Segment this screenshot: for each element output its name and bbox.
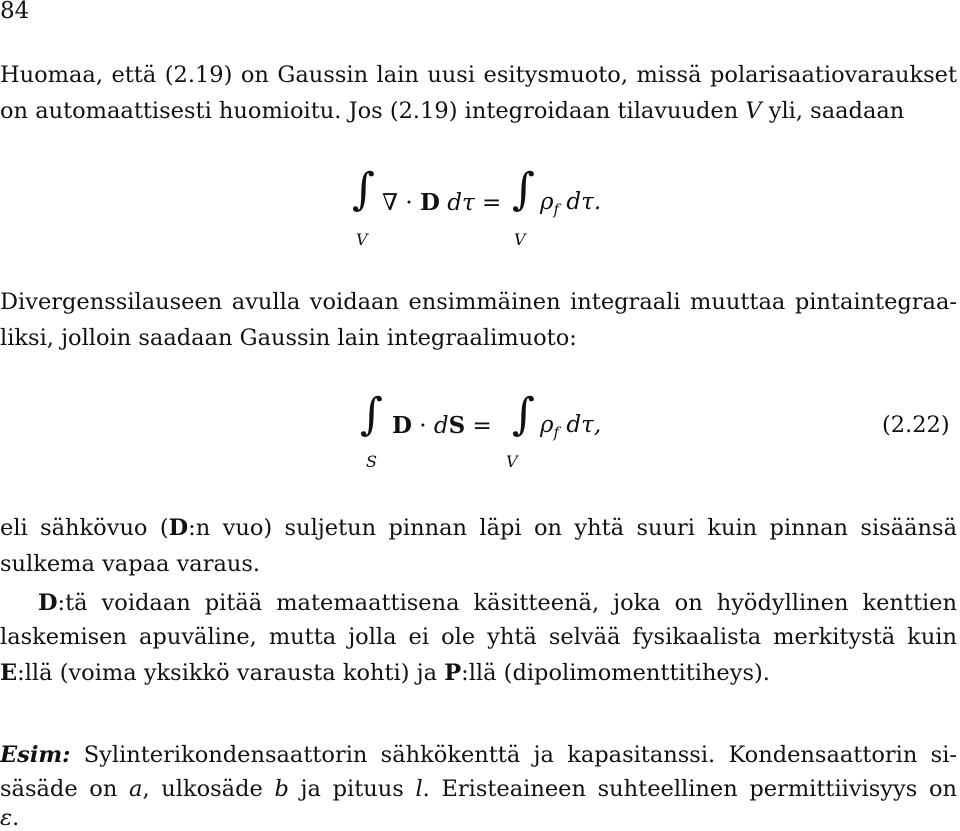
example-label: Esim: — [0, 742, 71, 768]
text: eli sähkövuo ( — [0, 515, 169, 541]
text: Sylinterikondensaattorin sähkökenttä ja kapasitanssi. Kondensaattorin si- — [70, 742, 957, 768]
text: :tä voidaan pitää matemaattisena käsitteenä, joka on hyödyllinen kenttien — [57, 590, 957, 616]
math-variable: b — [274, 776, 289, 802]
paragraph-5-line-3 — [0, 805, 19, 831]
paragraph-5-line-1 — [0, 742, 957, 768]
equation-rhs — [540, 189, 601, 219]
text: säsäde on — [0, 776, 130, 802]
paragraph-2-line-2: liksi, jolloin saadaan Gaussin lain integraalimuoto: — [0, 325, 577, 351]
nabla-operator: ∇ · — [382, 190, 420, 216]
equation-lhs — [392, 412, 492, 439]
rho-subscript: f — [553, 200, 560, 219]
math-variable: V — [745, 98, 762, 124]
vector-E: E — [0, 660, 18, 686]
dot: · — [411, 413, 434, 439]
vector-D: D — [420, 189, 440, 216]
integral-limit: V — [514, 230, 526, 249]
paragraph-3-line-2: sulkema vapaa varaus. — [0, 551, 261, 577]
integral-sign: ∫ — [512, 389, 535, 440]
integral-limit: V — [356, 230, 368, 249]
rho: ρ — [540, 189, 554, 215]
paragraph-1-line-2 — [0, 98, 904, 124]
dtau: dτ = — [439, 190, 502, 216]
equation-lhs — [382, 189, 501, 216]
math-variable: a — [129, 776, 143, 802]
text: :n vuo) suljetun pinnan läpi on yhtä suuri kuin pinnan sisäänsä — [188, 515, 957, 541]
text: :llä (dipolimomenttitiheys). — [461, 660, 770, 686]
dtau: dτ. — [559, 189, 602, 215]
text: , ulkosäde — [142, 776, 275, 802]
paragraph-5-line-2 — [0, 776, 957, 802]
rho: ρ — [540, 412, 554, 438]
paragraph-2-line-1: Divergenssilauseen avulla voidaan ensimmäinen integraali muuttaa pintaintegraa- — [0, 289, 957, 315]
vector-D: D — [168, 515, 189, 541]
math-variable: l — [415, 776, 423, 802]
equals: = — [465, 413, 492, 439]
paragraph-4-line-1 — [38, 590, 957, 616]
vector-P: P — [444, 660, 462, 686]
text: yli, saadaan — [761, 98, 905, 124]
equation-number: (2.22) — [882, 412, 950, 438]
rho-subscript: f — [553, 423, 560, 442]
dtau: dτ, — [559, 412, 602, 438]
text: . Eristeaineen suhteellinen permittiivisyys on — [422, 776, 957, 802]
integral-limit: S — [366, 452, 377, 471]
text: ja pituus — [288, 776, 416, 802]
equation-rhs — [540, 412, 601, 442]
paragraph-3-line-1 — [0, 515, 957, 541]
math-variable: ε — [0, 805, 13, 831]
integral-sign: ∫ — [352, 164, 375, 215]
integral-sign: ∫ — [360, 389, 383, 440]
differential-d: d — [433, 413, 449, 439]
vector-D: D — [392, 412, 412, 439]
paragraph-4-line-2: laskemisen apuväline, mutta jolla ei ole yhtä selvää fysikaalista merkitystä kuin — [0, 624, 957, 650]
integral-sign: ∫ — [512, 164, 535, 215]
page-number: 84 — [0, 0, 30, 24]
text: :llä (voima yksikkö varausta kohti) ja — [17, 660, 445, 686]
text: on automaattisesti huomioitu. Jos (2.19) integroidaan tilavuuden — [0, 98, 746, 124]
paragraph-1-line-1: Huomaa, että (2.19) on Gaussin lain uusi esitysmuoto, missä polarisaatiovaraukset — [0, 62, 957, 88]
vector-S: S — [448, 412, 466, 439]
paragraph-4-line-3 — [0, 660, 770, 686]
integral-limit: V — [506, 452, 518, 471]
text: . — [12, 805, 20, 831]
vector-D: D — [38, 590, 58, 616]
